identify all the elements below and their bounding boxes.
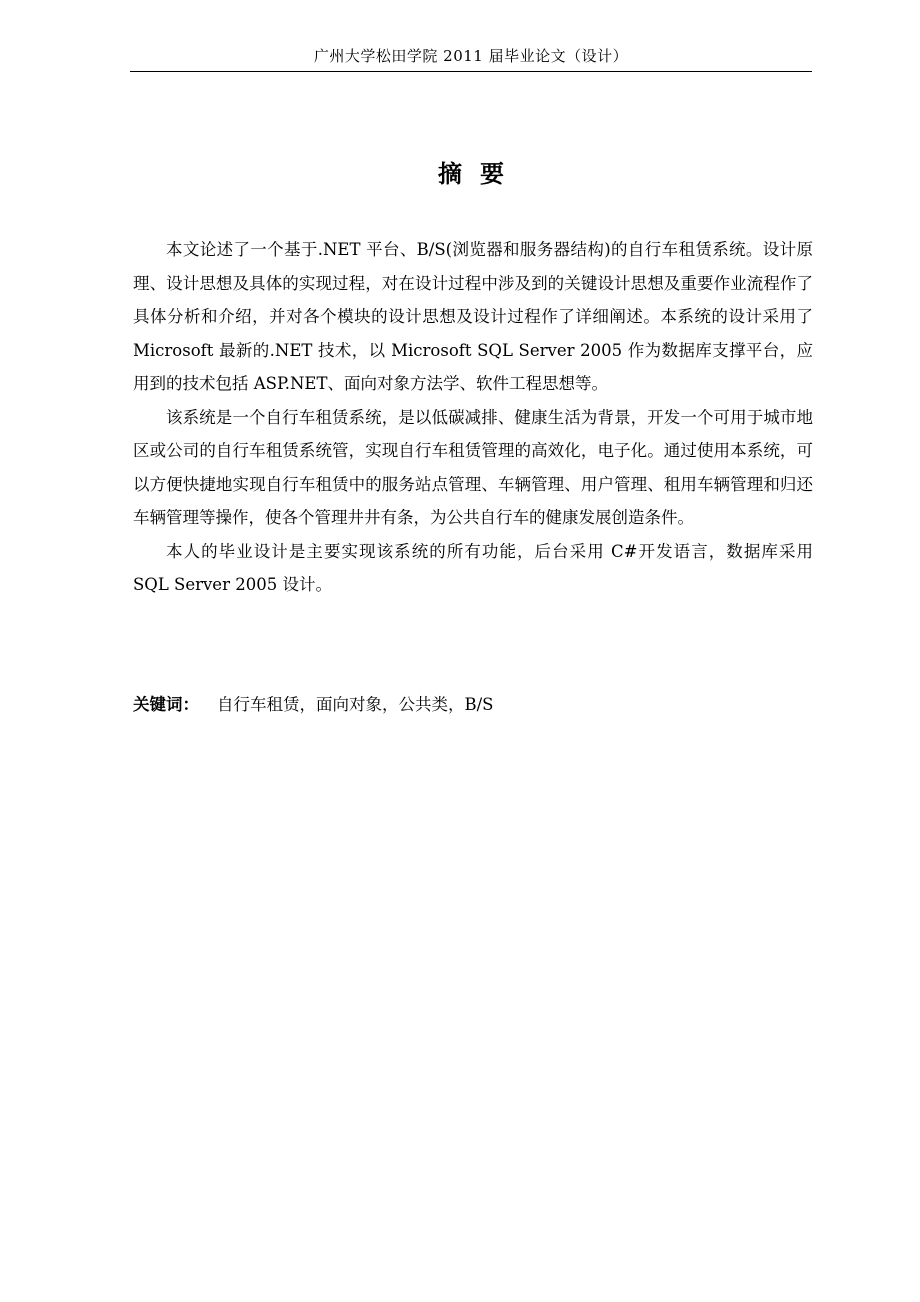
abstract-paragraph-3: 本人的毕业设计是主要实现该系统的所有功能，后台采用 C#开发语言，数据库采用 SQL Server 2005 设计。 [133, 541, 813, 594]
abstract-paragraph-1: 本文论述了一个基于.NET 平台、B/S(浏览器和服务器结构)的自行车租赁系统。设计原理、设计思想及具体的实现过程，对在设计过程中涉及到的关键设计思想及重要作业流程作了具体分析和介绍，并对各个模块的设计思想及设计过程作了详细阐述。本系统的设计采用了 Microsoft 最新的.NET 技术，以 Microsoft SQL Server 2005 作为数据库支撑平台，应用到的技术包括 ASP.NET、面向对象方法学、软件工程思想等。 [133, 240, 813, 393]
keywords-value: 自行车租赁，面向对象，公共类，B/S [217, 695, 494, 714]
header-divider [130, 71, 812, 72]
abstract-paragraph-2: 该系统是一个自行车租赁系统，是以低碳减排、健康生活为背景，开发一个可用于城市地区或公司的自行车租赁系统管，实现自行车租赁管理的高效化，电子化。通过使用本系统，可以方便快捷地实现自行车租赁中的服务站点管理、车辆管理、用户管理、租用车辆管理和归还车辆管理等操作，使各个管理井井有条，为公共自行车的健康发展创造条件。 [133, 407, 813, 527]
keywords-line [133, 694, 813, 716]
page-header: 广州大学松田学院 2011 届毕业论文（设计） [313, 47, 629, 65]
keywords-label: 关键词： [133, 695, 199, 714]
abstract-body [133, 233, 813, 602]
page-title: 摘要 [438, 160, 522, 188]
